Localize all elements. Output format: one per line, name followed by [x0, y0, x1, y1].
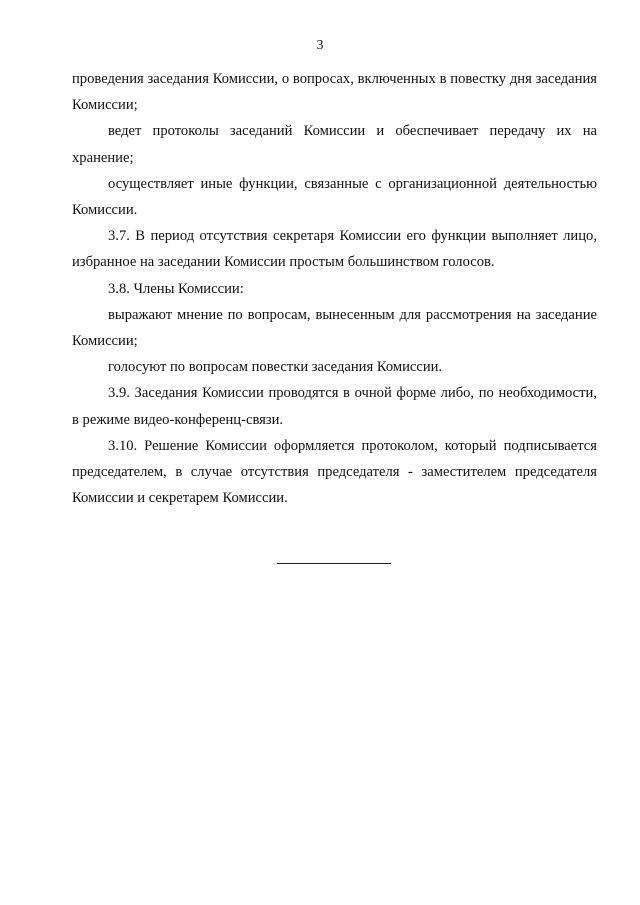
paragraph-members-vote: голосуют по вопросам повестки заседания Комиссии. [108, 359, 443, 376]
paragraph-3-10: 3.10. Решение Комиссии оформляется протоколом, который подписывается председателем, в случае отсутствия председателя - заместителем председателя Комиссии и секретарем Комиссии. [72, 437, 597, 507]
paragraph-protocols: ведет протоколы заседаний Комиссии и обеспечивает передачу их на хранение; [72, 123, 597, 166]
closing-divider-line [277, 563, 391, 564]
document-body [72, 66, 597, 511]
paragraph-other-functions: осуществляет иные функции, связанные с организационной деятельностью Комиссии. [72, 175, 597, 219]
paragraph-3-7: 3.7. В период отсутствия секретаря Комиссии его функции выполняет лицо, избранное на заседании Комиссии простым большинством голосов. [72, 228, 597, 271]
paragraph-3-9: 3.9. Заседания Комиссии проводятся в очной форме либо, по необходимости, в режиме видео-конференц-связи. [72, 385, 597, 428]
paragraph-3-8: 3.8. Члены Комиссии: [108, 280, 244, 297]
paragraph-continuation: проведения заседания Комиссии, о вопросах, включенных в повестку дня заседания Комиссии; [72, 71, 597, 114]
page-number: 3 [316, 38, 324, 53]
paragraph-members-opinion: выражают мнение по вопросам, вынесенным для рассмотрения на заседание Комиссии; [72, 306, 597, 350]
